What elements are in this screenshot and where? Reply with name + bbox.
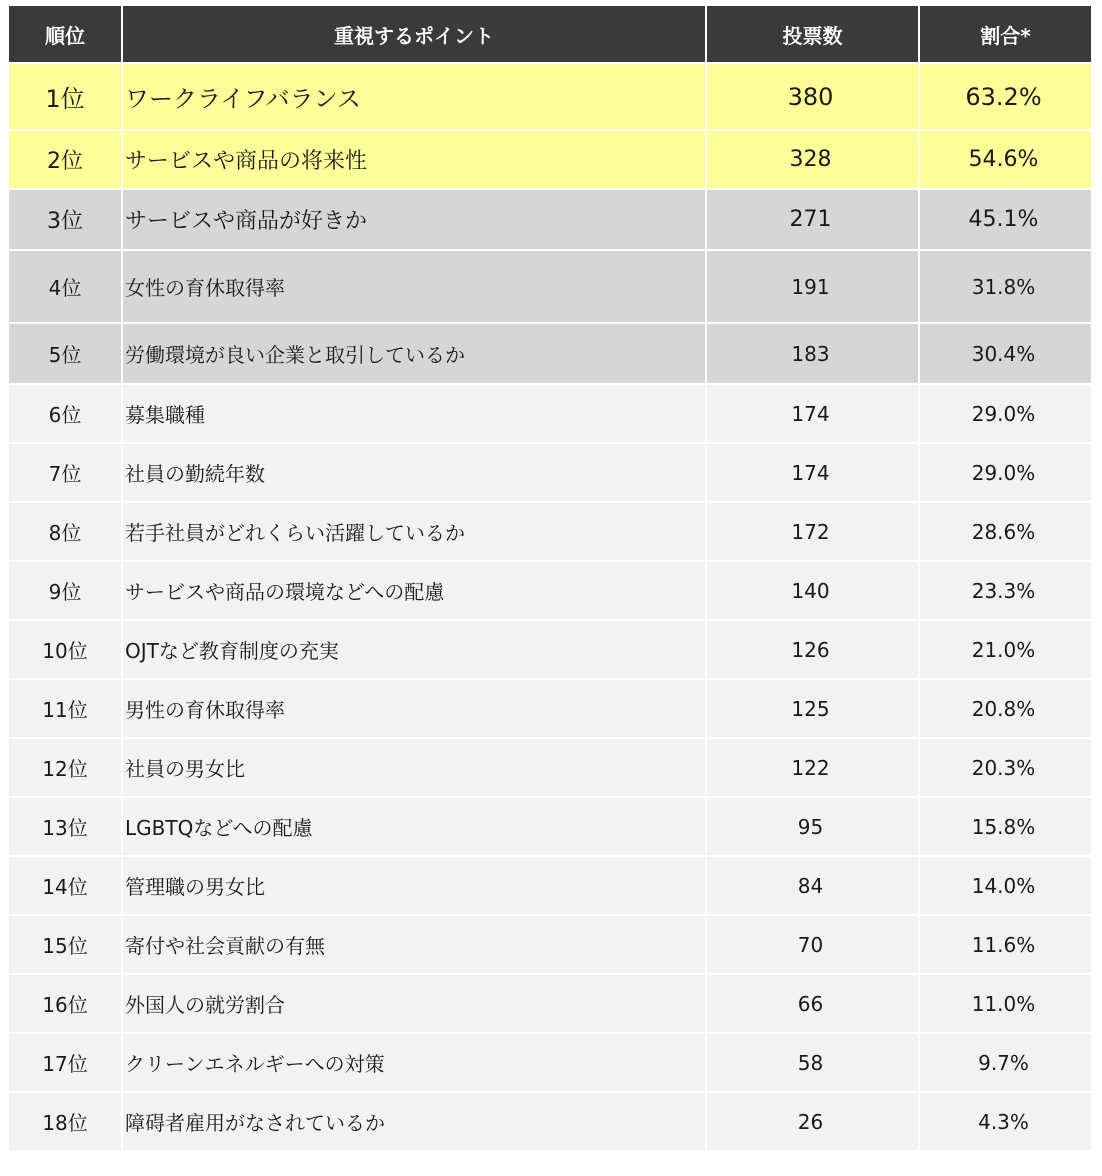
rank-cell: 17位 bbox=[9, 1034, 123, 1093]
table-row bbox=[9, 857, 1091, 916]
ratio-cell: 20.8% bbox=[920, 680, 1091, 739]
table-row bbox=[9, 621, 1091, 680]
rank-cell: 6位 bbox=[9, 385, 123, 444]
rank-cell: 7位 bbox=[9, 444, 123, 503]
table-row bbox=[9, 562, 1091, 621]
table-row bbox=[9, 190, 1091, 251]
ratio-cell: 4.3% bbox=[920, 1093, 1091, 1152]
rank-cell: 16位 bbox=[9, 975, 123, 1034]
ratio-cell: 63.2% bbox=[920, 64, 1091, 131]
votes-cell: 26 bbox=[707, 1093, 920, 1152]
point-cell: LGBTQなどへの配慮 bbox=[123, 798, 707, 857]
point-cell: 外国人の就労割合 bbox=[123, 975, 707, 1034]
point-cell: クリーンエネルギーへの対策 bbox=[123, 1034, 707, 1093]
ratio-cell: 30.4% bbox=[920, 324, 1091, 385]
votes-cell: 174 bbox=[707, 385, 920, 444]
votes-cell: 380 bbox=[707, 64, 920, 131]
votes-cell: 183 bbox=[707, 324, 920, 385]
ratio-cell: 45.1% bbox=[920, 190, 1091, 251]
rank-cell: 14位 bbox=[9, 857, 123, 916]
votes-cell: 191 bbox=[707, 251, 920, 324]
votes-cell: 66 bbox=[707, 975, 920, 1034]
header-rank: 順位 bbox=[9, 6, 123, 64]
point-cell: 若手社員がどれくらい活躍しているか bbox=[123, 503, 707, 562]
table-row bbox=[9, 131, 1091, 190]
rank-cell: 8位 bbox=[9, 503, 123, 562]
ratio-cell: 20.3% bbox=[920, 739, 1091, 798]
votes-cell: 125 bbox=[707, 680, 920, 739]
point-cell: サービスや商品の将来性 bbox=[123, 131, 707, 190]
votes-cell: 172 bbox=[707, 503, 920, 562]
point-cell: 管理職の男女比 bbox=[123, 857, 707, 916]
ratio-cell: 9.7% bbox=[920, 1034, 1091, 1093]
table-row bbox=[9, 251, 1091, 324]
table-header bbox=[9, 6, 1091, 64]
point-cell: サービスや商品が好きか bbox=[123, 190, 707, 251]
votes-cell: 126 bbox=[707, 621, 920, 680]
ratio-cell: 11.0% bbox=[920, 975, 1091, 1034]
rank-cell: 5位 bbox=[9, 324, 123, 385]
point-cell: OJTなど教育制度の充実 bbox=[123, 621, 707, 680]
rank-cell: 4位 bbox=[9, 251, 123, 324]
table-row bbox=[9, 975, 1091, 1034]
table-row bbox=[9, 916, 1091, 975]
ratio-cell: 11.6% bbox=[920, 916, 1091, 975]
table-row bbox=[9, 1034, 1091, 1093]
table-row bbox=[9, 1093, 1091, 1152]
ratio-cell: 28.6% bbox=[920, 503, 1091, 562]
table-row bbox=[9, 385, 1091, 444]
point-cell: ワークライフバランス bbox=[123, 64, 707, 131]
rank-cell: 1位 bbox=[9, 64, 123, 131]
point-cell: 社員の男女比 bbox=[123, 739, 707, 798]
header-point: 重視するポイント bbox=[123, 6, 707, 64]
header-ratio: 割合* bbox=[920, 6, 1091, 64]
rank-cell: 2位 bbox=[9, 131, 123, 190]
table-row bbox=[9, 739, 1091, 798]
ratio-cell: 23.3% bbox=[920, 562, 1091, 621]
ratio-cell: 31.8% bbox=[920, 251, 1091, 324]
votes-cell: 84 bbox=[707, 857, 920, 916]
table-body bbox=[9, 64, 1091, 1152]
table-row bbox=[9, 444, 1091, 503]
votes-cell: 95 bbox=[707, 798, 920, 857]
ratio-cell: 14.0% bbox=[920, 857, 1091, 916]
ratio-cell: 54.6% bbox=[920, 131, 1091, 190]
votes-cell: 140 bbox=[707, 562, 920, 621]
table-row bbox=[9, 503, 1091, 562]
votes-cell: 271 bbox=[707, 190, 920, 251]
point-cell: 募集職種 bbox=[123, 385, 707, 444]
votes-cell: 58 bbox=[707, 1034, 920, 1093]
point-cell: 寄付や社会貢献の有無 bbox=[123, 916, 707, 975]
rank-cell: 15位 bbox=[9, 916, 123, 975]
table-row bbox=[9, 64, 1091, 131]
ranking-table bbox=[9, 6, 1091, 1152]
rank-cell: 12位 bbox=[9, 739, 123, 798]
header-votes: 投票数 bbox=[707, 6, 920, 64]
table-row bbox=[9, 798, 1091, 857]
rank-cell: 3位 bbox=[9, 190, 123, 251]
table-row bbox=[9, 680, 1091, 739]
votes-cell: 122 bbox=[707, 739, 920, 798]
table-row bbox=[9, 324, 1091, 385]
rank-cell: 10位 bbox=[9, 621, 123, 680]
point-cell: 男性の育休取得率 bbox=[123, 680, 707, 739]
point-cell: 女性の育休取得率 bbox=[123, 251, 707, 324]
rank-cell: 13位 bbox=[9, 798, 123, 857]
ratio-cell: 21.0% bbox=[920, 621, 1091, 680]
rank-cell: 18位 bbox=[9, 1093, 123, 1152]
point-cell: サービスや商品の環境などへの配慮 bbox=[123, 562, 707, 621]
ratio-cell: 29.0% bbox=[920, 444, 1091, 503]
votes-cell: 174 bbox=[707, 444, 920, 503]
rank-cell: 11位 bbox=[9, 680, 123, 739]
point-cell: 社員の勤続年数 bbox=[123, 444, 707, 503]
header-row bbox=[9, 6, 1091, 64]
point-cell: 労働環境が良い企業と取引しているか bbox=[123, 324, 707, 385]
ratio-cell: 29.0% bbox=[920, 385, 1091, 444]
votes-cell: 70 bbox=[707, 916, 920, 975]
ratio-cell: 15.8% bbox=[920, 798, 1091, 857]
point-cell: 障碍者雇用がなされているか bbox=[123, 1093, 707, 1152]
rank-cell: 9位 bbox=[9, 562, 123, 621]
votes-cell: 328 bbox=[707, 131, 920, 190]
